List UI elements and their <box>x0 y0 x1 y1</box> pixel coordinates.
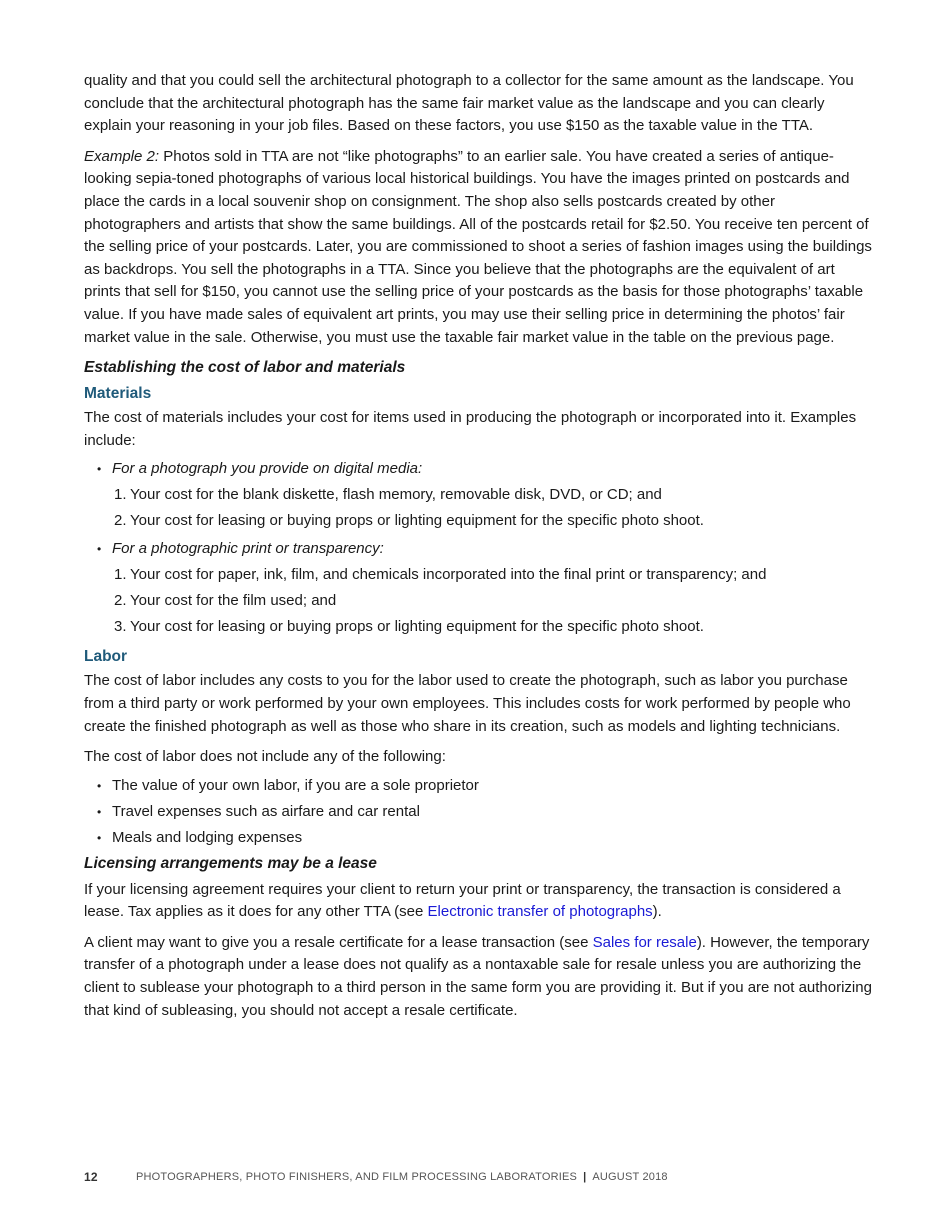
example-2-paragraph <box>84 146 874 349</box>
list-item <box>84 564 874 586</box>
materials-list <box>84 458 874 480</box>
item-text: Your cost for leasing or buying props or lighting equipment for the specific photo shoot. <box>130 512 704 530</box>
list-item <box>84 538 874 560</box>
licensing-text: If your licensing agreement requires your client to return your print or transparency, the transaction is considered a lease. Tax applies as it does for any other TTA (see <box>84 880 841 921</box>
exclusion-text: Meals and lodging expenses <box>112 828 303 846</box>
item-text: Your cost for the film used; and <box>130 592 337 610</box>
materials-intro: The cost of materials includes your cost for items used in producing the photograph or incorporated into it. Examples include: <box>84 409 857 449</box>
item-text: Your cost for leasing or buying props or lighting equipment for the specific photo shoot. <box>130 618 704 636</box>
electronic-transfer-link[interactable]: Electronic transfer of photographs <box>427 903 653 921</box>
item-number: 1. <box>114 486 127 504</box>
page-number: 12 <box>84 1170 98 1184</box>
bullet-icon: • <box>97 542 102 557</box>
cost-section-heading: Establishing the cost of labor and materials <box>84 359 406 377</box>
sales-for-resale-link[interactable]: Sales for resale <box>592 933 697 951</box>
list-item <box>84 510 874 532</box>
item-text: Your cost for paper, ink, film, and chemicals incorporated into the final print or transparency; and <box>130 566 767 584</box>
list-item <box>84 458 874 480</box>
publication-date: AUGUST 2018 <box>592 1171 668 1183</box>
materials-group-label: For a photograph you provide on digital media: <box>112 460 423 478</box>
item-number: 3. <box>114 618 127 636</box>
licensing-paragraph-2 <box>84 932 874 1022</box>
materials-heading: Materials <box>84 385 152 403</box>
page-content <box>84 70 874 1030</box>
bullet-icon: • <box>97 778 102 793</box>
bullet-icon: • <box>97 462 102 477</box>
list-item <box>84 801 874 823</box>
print-items <box>84 564 874 638</box>
labor-paragraph-2: The cost of labor does not include any of the following: <box>84 748 446 766</box>
list-item <box>84 590 874 612</box>
bullet-icon: • <box>97 830 102 845</box>
labor-exclusions-list <box>84 775 874 849</box>
example-2-text: Photos sold in TTA are not “like photographs” to an earlier sale. You have created a series of antique-looking sepia-toned photographs of various local historical buildings. You have the images printed on postcards and place the cards in a local souvenir shop on consignment. The shop also sells postcards created by other photographers and artists that show the same buildings. All of the postcards retail for $2.50. You receive ten percent of the selling price of your postcards. Later, you are commissioned to shoot a series of fashion images using the buildings as backdrops. You sell the photographs in a TTA. Since you believe that the photographs are the equivalent of art prints that sell for $150, you cannot use the selling price of your postcards as the basis for those photographs’ taxable value. If you have made sales of equivalent art prints, you may use their selling price in determining the photos’ fair market value in the sale. Otherwise, you must use the taxable fair market value in the table on the previous page. <box>84 147 872 346</box>
example-2-label: Example 2: <box>84 147 160 165</box>
item-number: 2. <box>114 512 127 530</box>
footer-separator: | <box>583 1171 587 1183</box>
exclusion-text: The value of your own labor, if you are a sole proprietor <box>112 776 479 794</box>
licensing-text: A client may want to give you a resale certificate for a lease transaction (see <box>84 933 593 951</box>
licensing-paragraph-1 <box>84 879 874 924</box>
exclusion-text: Travel expenses such as airfare and car rental <box>112 802 420 820</box>
materials-list <box>84 538 874 560</box>
licensing-heading: Licensing arrangements may be a lease <box>84 854 377 872</box>
intro-paragraph: quality and that you could sell the architectural photograph to a collector for the same amount as the landscape. You conclude that the architectural photograph has the same fair market value as the landscape and you can clearly explain your reasoning in your job files. Based on these factors, you use $150 as the taxable value in the TTA. <box>84 72 854 135</box>
labor-paragraph-1: The cost of labor includes any costs to you for the labor used to create the photograph, such as labor you purchase from a third party or work performed by your own employees. This includes costs for work performed by people who create the finished photograph as well as those who share in its creation, such as models and lighting technicians. <box>84 672 851 735</box>
labor-heading: Labor <box>84 648 128 666</box>
item-number: 1. <box>114 566 127 584</box>
licensing-text: ). However, the temporary transfer of a photograph under a lease does not qualify as a nontaxable sale for resale unless you are authorizing the client to sublease your photograph to a third person in the same form you are providing it. But if you are not authorizing that kind of subleasing, you should not accept a resale certificate. <box>84 933 872 1019</box>
item-text: Your cost for the blank diskette, flash memory, removable disk, DVD, or CD; and <box>130 486 662 504</box>
item-number: 2. <box>114 592 127 610</box>
list-item <box>84 484 874 506</box>
list-item <box>84 827 874 849</box>
list-item <box>84 616 874 638</box>
licensing-text: ). <box>652 903 662 921</box>
bullet-icon: • <box>97 804 102 819</box>
publication-title: PHOTOGRAPHERS, PHOTO FINISHERS, AND FILM PROCESSING LABORATORIES <box>136 1171 578 1183</box>
list-item <box>84 775 874 797</box>
digital-media-items <box>84 484 874 532</box>
materials-group-label: For a photographic print or transparency: <box>112 540 384 558</box>
page-footer <box>84 1170 668 1184</box>
